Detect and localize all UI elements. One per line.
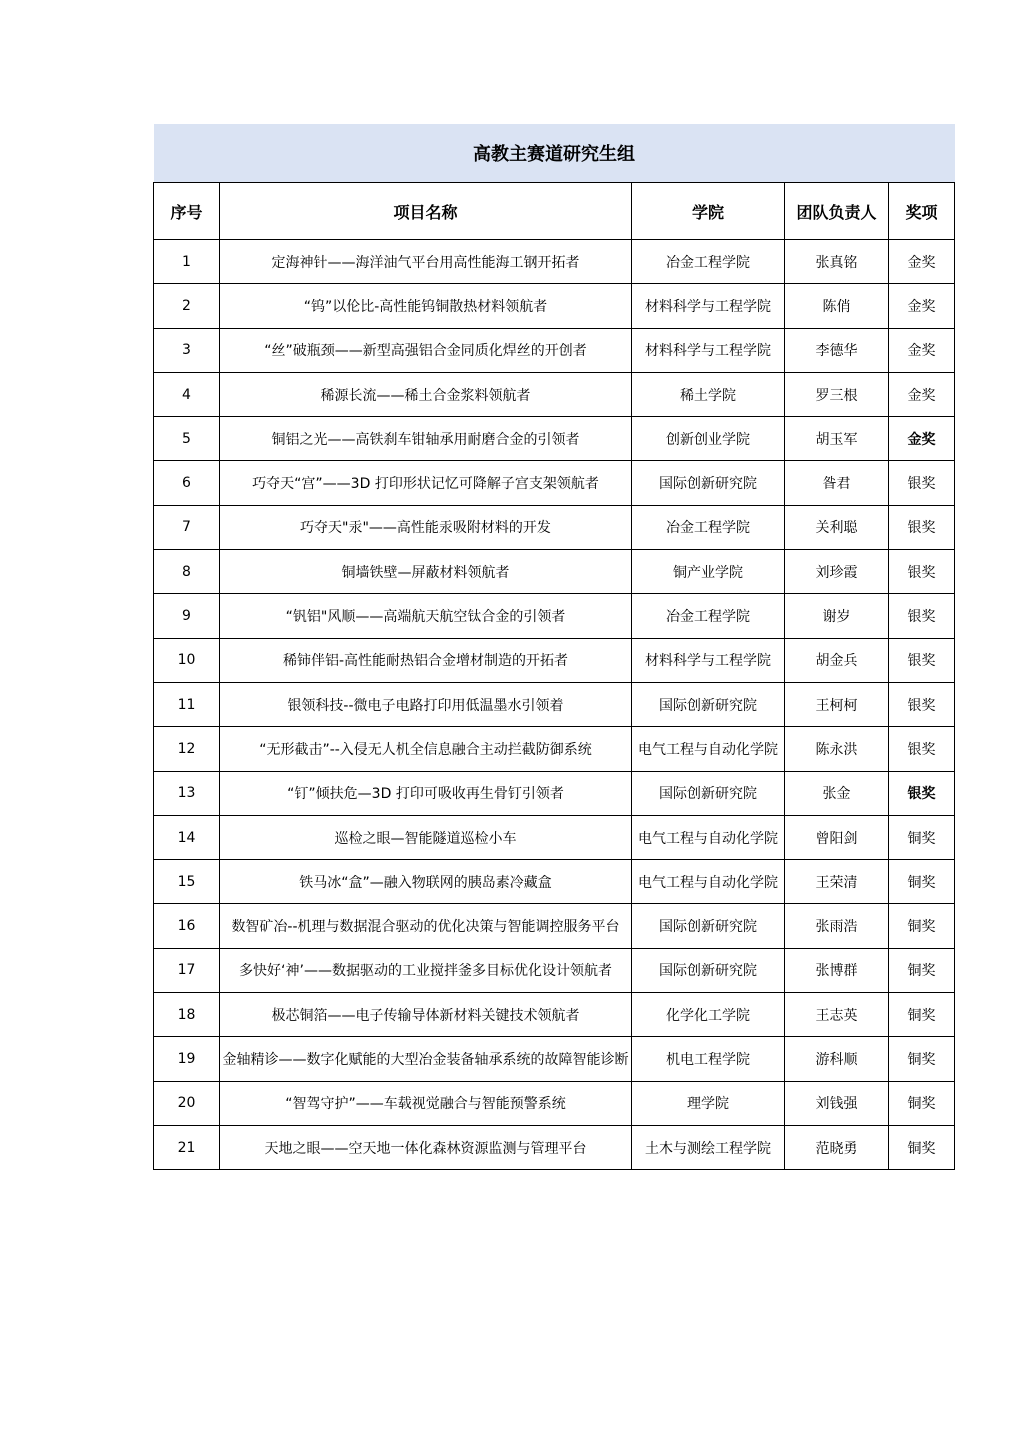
row-project-name: 铜铝之光——高铁刹车钳轴承用耐磨合金的引领者 — [220, 417, 632, 461]
row-college: 电气工程与自动化学院 — [632, 815, 785, 859]
row-project-name: 铜墙铁壁—屏蔽材料领航者 — [220, 550, 632, 594]
row-index: 15 — [154, 860, 220, 904]
row-team-leader: 胡玉军 — [785, 417, 889, 461]
row-index: 16 — [154, 904, 220, 948]
row-project-name: 金轴精诊——数字化赋能的大型冶金装备轴承系统的故障智能诊断 — [220, 1037, 632, 1081]
row-team-leader: 罗三根 — [785, 372, 889, 416]
table-title-row — [154, 124, 955, 183]
row-index: 19 — [154, 1037, 220, 1081]
row-college: 国际创新研究院 — [632, 682, 785, 726]
row-award: 铜奖 — [889, 1125, 955, 1169]
row-project-name: 定海神针——海洋油气平台用高性能海工钢开拓者 — [220, 240, 632, 284]
row-project-name: 稀源长流——稀土合金浆料领航者 — [220, 372, 632, 416]
row-index: 4 — [154, 372, 220, 416]
header-award: 奖项 — [889, 183, 955, 240]
row-index: 21 — [154, 1125, 220, 1169]
row-college: 电气工程与自动化学院 — [632, 727, 785, 771]
row-team-leader: 陈俏 — [785, 284, 889, 328]
row-award: 银奖 — [889, 505, 955, 549]
row-index: 17 — [154, 948, 220, 992]
row-index: 8 — [154, 550, 220, 594]
row-college: 冶金工程学院 — [632, 240, 785, 284]
table-row — [154, 1081, 955, 1125]
table-row — [154, 328, 955, 372]
row-team-leader: 张雨浩 — [785, 904, 889, 948]
row-project-name: 银领科技--微电子电路打印用低温墨水引领着 — [220, 682, 632, 726]
row-team-leader: 张博群 — [785, 948, 889, 992]
row-team-leader: 王志英 — [785, 993, 889, 1037]
row-project-name: 数智矿冶--机理与数据混合驱动的优化决策与智能调控服务平台 — [220, 904, 632, 948]
row-index: 9 — [154, 594, 220, 638]
table-row — [154, 1037, 955, 1081]
row-college: 材料科学与工程学院 — [632, 328, 785, 372]
table-row — [154, 594, 955, 638]
row-team-leader: 曾阳剑 — [785, 815, 889, 859]
row-team-leader: 胡金兵 — [785, 638, 889, 682]
row-team-leader: 陈永洪 — [785, 727, 889, 771]
row-college: 国际创新研究院 — [632, 771, 785, 815]
row-award: 金奖 — [889, 284, 955, 328]
row-award: 银奖 — [889, 594, 955, 638]
row-project-name: “无形截击”--入侵无人机全信息融合主动拦截防御系统 — [220, 727, 632, 771]
row-award: 金奖 — [889, 417, 955, 461]
row-college: 国际创新研究院 — [632, 948, 785, 992]
table-row — [154, 948, 955, 992]
row-award: 银奖 — [889, 771, 955, 815]
row-college: 材料科学与工程学院 — [632, 638, 785, 682]
row-project-name: 巧夺天“宫”——3D 打印形状记忆可降解子宫支架领航者 — [220, 461, 632, 505]
row-award: 铜奖 — [889, 993, 955, 1037]
row-index: 11 — [154, 682, 220, 726]
row-index: 14 — [154, 815, 220, 859]
row-project-name: 极芯铜箔——电子传输导体新材料关键技术领航者 — [220, 993, 632, 1037]
row-index: 20 — [154, 1081, 220, 1125]
row-award: 金奖 — [889, 328, 955, 372]
row-award: 银奖 — [889, 682, 955, 726]
row-project-name: “钒铝"风顺——高端航天航空钛合金的引领者 — [220, 594, 632, 638]
row-project-name: “智驾守护”——车载视觉融合与智能预警系统 — [220, 1081, 632, 1125]
row-award: 银奖 — [889, 638, 955, 682]
row-award: 铜奖 — [889, 948, 955, 992]
table-body — [154, 240, 955, 1170]
row-college: 冶金工程学院 — [632, 505, 785, 549]
table-header-row — [154, 183, 955, 240]
awards-table-container — [153, 124, 954, 1170]
table-row — [154, 727, 955, 771]
row-team-leader: 刘珍霞 — [785, 550, 889, 594]
row-index: 2 — [154, 284, 220, 328]
row-index: 7 — [154, 505, 220, 549]
row-team-leader: 范晓勇 — [785, 1125, 889, 1169]
row-college: 创新创业学院 — [632, 417, 785, 461]
row-college: 材料科学与工程学院 — [632, 284, 785, 328]
row-team-leader: 昝君 — [785, 461, 889, 505]
table-row — [154, 860, 955, 904]
row-project-name: “钨”以伦比-高性能钨铜散热材料领航者 — [220, 284, 632, 328]
row-project-name: 铁马冰“盒”—融入物联网的胰岛素冷藏盒 — [220, 860, 632, 904]
table-row — [154, 815, 955, 859]
table-row — [154, 682, 955, 726]
row-team-leader: 李德华 — [785, 328, 889, 372]
row-index: 1 — [154, 240, 220, 284]
row-college: 机电工程学院 — [632, 1037, 785, 1081]
table-row — [154, 461, 955, 505]
table-title: 高教主赛道研究生组 — [154, 124, 955, 183]
row-award: 铜奖 — [889, 1037, 955, 1081]
row-index: 3 — [154, 328, 220, 372]
row-award: 银奖 — [889, 461, 955, 505]
row-college: 电气工程与自动化学院 — [632, 860, 785, 904]
row-team-leader: 王荣清 — [785, 860, 889, 904]
row-award: 金奖 — [889, 240, 955, 284]
table-row — [154, 638, 955, 682]
row-team-leader: 关利聪 — [785, 505, 889, 549]
row-college: 铜产业学院 — [632, 550, 785, 594]
row-project-name: 天地之眼——空天地一体化森林资源监测与管理平台 — [220, 1125, 632, 1169]
row-college: 国际创新研究院 — [632, 904, 785, 948]
row-index: 5 — [154, 417, 220, 461]
row-team-leader: 王柯柯 — [785, 682, 889, 726]
header-index: 序号 — [154, 183, 220, 240]
row-team-leader: 游科顺 — [785, 1037, 889, 1081]
row-award: 铜奖 — [889, 815, 955, 859]
row-college: 国际创新研究院 — [632, 461, 785, 505]
table-row — [154, 240, 955, 284]
row-team-leader: 刘钱强 — [785, 1081, 889, 1125]
row-award: 铜奖 — [889, 1081, 955, 1125]
row-award: 金奖 — [889, 372, 955, 416]
row-award: 铜奖 — [889, 860, 955, 904]
row-index: 6 — [154, 461, 220, 505]
row-project-name: 巧夺天"汞"——高性能汞吸附材料的开发 — [220, 505, 632, 549]
header-project-name: 项目名称 — [220, 183, 632, 240]
row-college: 稀土学院 — [632, 372, 785, 416]
table-row — [154, 1125, 955, 1169]
row-team-leader: 张真铭 — [785, 240, 889, 284]
row-award: 铜奖 — [889, 904, 955, 948]
table-row — [154, 904, 955, 948]
table-row — [154, 550, 955, 594]
row-award: 银奖 — [889, 727, 955, 771]
table-row — [154, 993, 955, 1037]
row-index: 13 — [154, 771, 220, 815]
row-project-name: 稀铈伴铝-高性能耐热铝合金增材制造的开拓者 — [220, 638, 632, 682]
row-index: 12 — [154, 727, 220, 771]
row-college: 土木与测绘工程学院 — [632, 1125, 785, 1169]
row-index: 18 — [154, 993, 220, 1037]
row-college: 理学院 — [632, 1081, 785, 1125]
row-project-name: 巡检之眼—智能隧道巡检小车 — [220, 815, 632, 859]
row-college: 化学化工学院 — [632, 993, 785, 1037]
table-row — [154, 372, 955, 416]
table-row — [154, 284, 955, 328]
awards-table — [153, 124, 955, 1170]
row-team-leader: 谢岁 — [785, 594, 889, 638]
row-index: 10 — [154, 638, 220, 682]
row-project-name: “丝”破瓶颈——新型高强铝合金同质化焊丝的开创者 — [220, 328, 632, 372]
header-college: 学院 — [632, 183, 785, 240]
table-row — [154, 417, 955, 461]
row-project-name: 多快好‘神’——数据驱动的工业搅拌釜多目标优化设计领航者 — [220, 948, 632, 992]
table-row — [154, 505, 955, 549]
row-college: 冶金工程学院 — [632, 594, 785, 638]
row-award: 银奖 — [889, 550, 955, 594]
table-row — [154, 771, 955, 815]
row-project-name: “钉”倾扶危—3D 打印可吸收再生骨钉引领者 — [220, 771, 632, 815]
header-team-leader: 团队负责人 — [785, 183, 889, 240]
row-team-leader: 张金 — [785, 771, 889, 815]
